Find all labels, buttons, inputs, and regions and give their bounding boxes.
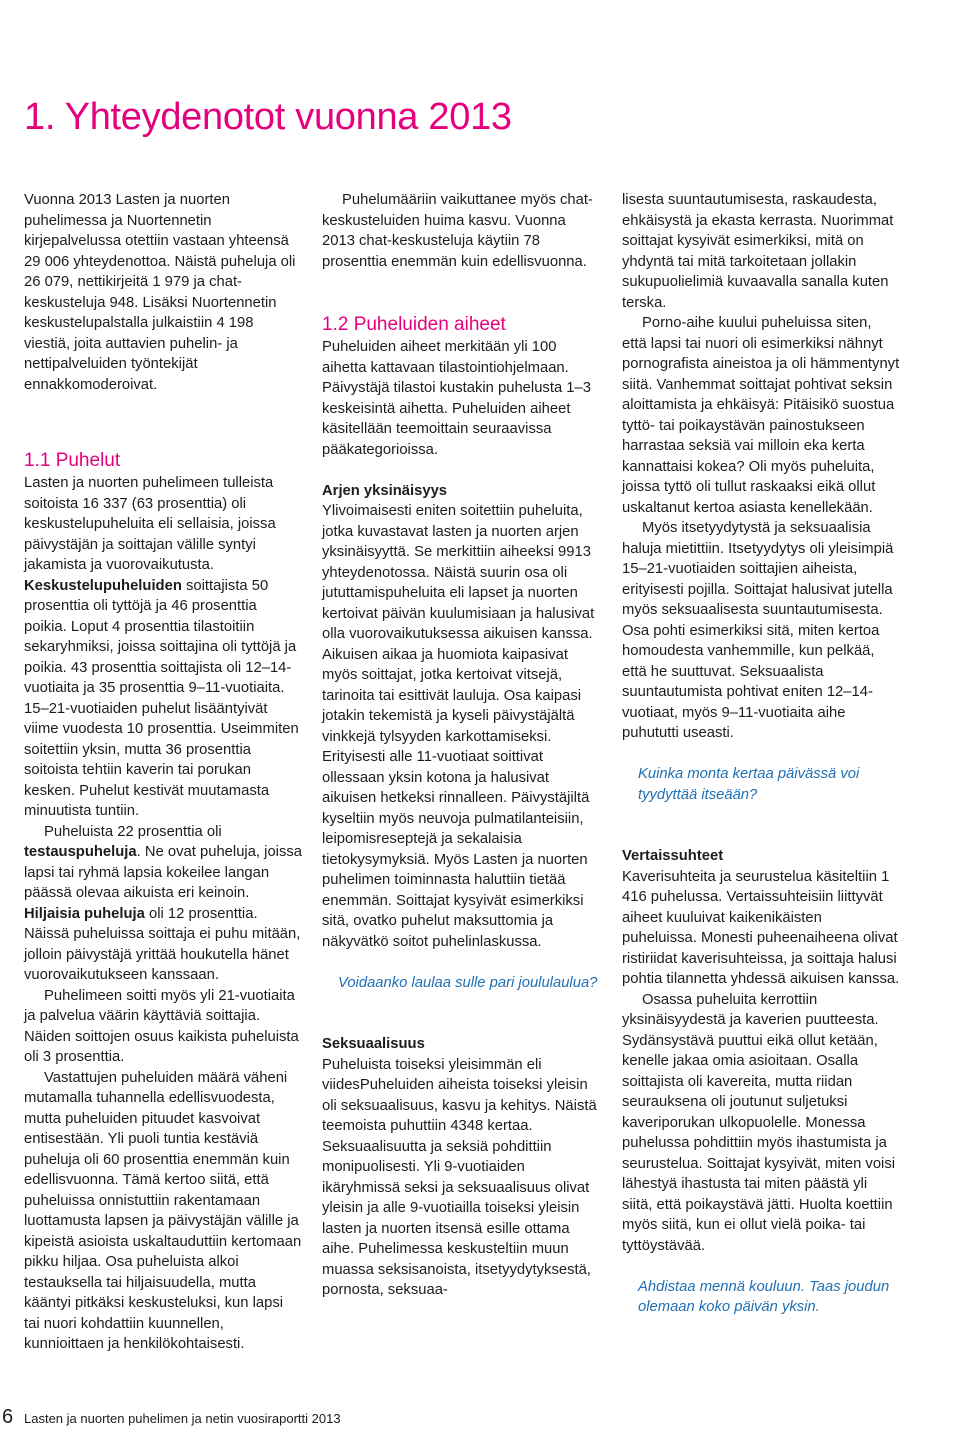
page-number: 6 [2, 1406, 14, 1428]
footer-publication-title: Lasten ja nuorten puhelimen ja netin vuosiraportti 2013 [24, 1411, 341, 1426]
paragraph: Puhelumääriin vaikuttanee myös chat-keskusteluiden huima kasvu. Vuonna 2013 chat-keskusteluja käytiin 78 prosenttia enemmän kuin edellisvuonna. [322, 192, 593, 270]
subheading-vertaissuhteet: Vertaissuhteet [622, 848, 724, 864]
paragraph: Ylivoimaisesti eniten soitettiin puheluita, jotka kuvastavat lasten ja nuorten arjen yksinäisyyttä. Se merkittiin aiheeksi 9913 yhteydenotossa. Näistä suurin osa oli jututtamispuheluita eli lapset ja nuorten kertoivat päivän kuulumisiaan ja halusivat olla vuorovaikutuksessa aikuisen kanssa. Aikuisen aikaa ja huomiota kaipasivat myös soittajat, jotka kertoivat vitsejä, tarinoita tai esittivät lauluja. Osa kaipasi jotakin tekemistä ja kyseli päivystäjältä vinkkejä tylsyyden karkottamiseksi. Erityisesti alle 11-vuotiaat soittivat ollessaan yksin kotona ja halusivat aikuisen hetkeksi rinnalleen. Päivystäjiltä kyseltiin myös neuvoja pulmatilanteisiin, leipomisreseptejä ja sekalaisia tietokysymyksiä. Myös Lasten ja nuorten puhelimen toiminnasta haluttiin tietää enemmän. Soittajat kysyivät esimerkiksi sitä, ovatko puhelut maksuttomia ja näkyvätkö soitot puhelinlaskussa. [322, 503, 595, 950]
column-2 [322, 190, 600, 1301]
paragraph: Puhelimeen soitti myös yli 21-vuotiaita ja palvelua väärin käyttäviä soittajia. Näiden soittojen osuus kaikista puheluista oli 3 prosenttia. [24, 987, 299, 1065]
section-heading-aiheet: 1.2 Puheluiden aiheet [322, 314, 506, 335]
subheading-arjen-yksinaisyys: Arjen yksinäisyys [322, 482, 448, 499]
column-3 [622, 190, 900, 1318]
paragraph: Osassa puheluita kerrottiin yksinäisyydestä ja kaverien puutteesta. Sydänsystävä puuttui eikä ollut ketään, kenelle jakaa omia asioitaan. Osalla soittajista oli kavereita, mutta riidan seurauksena oli joutunut suljetuksi kaveriporukan ulkopuolelle. Monessa puhelussa pohdittiin myös ihastumista ja seurustelua. Soittajat kysyivät, miten voisi lähestyä ihastusta tai miten päästä yli siitä, että poikaystävä jätti. Huolta koettiin myös siitä, kun ei ollut vielä poika- tai tyttöystävää. [622, 991, 896, 1254]
paragraph: Myös itsetyydytystä ja seksuaalisia haluja mietittiin. Itsetyydytys oli yleisimpiä 15–21-vuotiaiden soittajien aiheista, erityisesti pojilla. Soittajat halusivat jutella myös seksuaalisesta suuntautumisesta. Osa pohti esimerkiksi sitä, miten kertoa homoudesta vanhemmille, kun pelkää, että he suuttuvat. Seksuaalista suuntautumista pohtivat eniten 12–14-vuotiaat, myös 9–11-vuotiaita aihe puhututti useasti. [622, 520, 894, 741]
pull-quote: Voidaanko laulaa sulle pari joululaulua? [338, 974, 598, 991]
paragraph: Vastattujen puheluiden määrä väheni mutamalla tuhannella edellisvuodesta, mutta puheluiden pituudet kasvoivat entisestään. Yli puoli tuntia kestäviä puheluja oli 60 prosenttia enemmän kuin edellisvuonna. Tämä kertoo siitä, että puheluissa onnistuttiin rakentamaan luottamusta lapsen ja päivystäjän välille ja kipeistä asioista uskaltauduttiin kertomaan pikku hiljaa. Osa puheluista alkoi testauksella tai hiljaisuudella, mutta kääntyi pitkäksi keskusteluksi, kun lapsi tai nuori kohdattiin kuunnellen, kunnioittaen ja henkilökohtaisesti. [24, 1069, 302, 1352]
pull-quote: Kuinka monta kertaa päivässä voi tyydyttää itseään? [638, 766, 860, 803]
intro-paragraph: Vuonna 2013 Lasten ja nuorten puhelimessa ja Nuortennetin kirjepalvelussa otettiin vastaan yhteensä 29 006 yhteydenottoa. Näistä puheluja oli 26 079, nettikirjeitä 1 979 ja chat-keskusteluja 948. Lisäksi Nuortennetin keskustelupalstalla julkaistiin 4 198 viestiä, joita auttavien puhelin- ja nettipalveluiden työntekijät ennakkomoderoivat. [24, 192, 296, 393]
paragraph: Kaverisuhteita ja seurustelua käsiteltiin 1 416 puhelussa. Vertaissuhteisiin liittyvät aiheet kuuluivat kaikenikäisten puheluissa. Monesti puheenaiheena olivat ristiriidat kaverisuhteissa, ja soittaja halusi pohtia tilannetta yhdessä aikuisen kanssa. [622, 868, 900, 987]
section-heading-puhelut: 1.1 Puhelut [24, 450, 121, 471]
paragraph: Lasten ja nuorten puhelimeen tulleista soitoista 16 337 (63 prosenttia) oli keskustelupuheluita eli sellaisia, joissa päivystäjän ja soittajan välille syntyi jakamista ja vuorovaikutusta. Keskustelupuheluiden soittajista 50 prosenttia oli tyttöjä ja 46 prosenttia poikia. Loput 4 prosenttia tilastoitiin sekaryhmiksi, joissa soittajina oli tyttöjä ja poikia. 43 prosenttia soittajista oli 12–14-vuotiaita ja 35 prosenttia 9–11-vuotiaita. 15–21-vuotiaiden puhelut lisääntyivät viime vuodesta 10 prosenttia. Useimmiten soitettiin yksin, mutta 36 prosenttia soitoista tehtiin kaverin tai porukan kesken. Puhelut kestivät muutamasta minuutista tuntiin. [24, 475, 299, 819]
paragraph: Puheluista 22 prosenttia oli testauspuheluja. Ne ovat puheluja, joissa lapsi tai ryhmä lapsia kokeilee langan päässä olevaa aikuista eri keinoin. Hiljaisia puheluja oli 12 prosenttia. Näissä puheluissa soittaja ei puhu mitään, jolloin päivystäjä yrittää houkutella hänet vuorovaikutukseen kanssaan. [24, 823, 302, 983]
paragraph: lisesta suuntautumisesta, raskaudesta, ehkäisystä ja ekasta kerrasta. Nuorimmat soittajat kysyivät esimerkiksi, mitä on yhdyntä tai mitä tarkoitetaan jollakin sukupuolielimiä kuvaavalla sanalla kuten terska. [622, 192, 894, 311]
column-1 [24, 190, 302, 1355]
page-title: 1. Yhteydenotot vuonna 2013 [24, 96, 512, 138]
paragraph: Puheluiden aiheet merkitään yli 100 aihetta kattavaan tilastointiohjelmaan. Päivystäjä tilastoi kustakin puhelusta 1–3 keskeisintä aihetta. Puheluiden aiheet käsitellään teemoittain seuraavissa pääkategorioissa. [322, 339, 591, 458]
paragraph: Puheluista toiseksi yleisimmän eli viidesPuheluiden aiheista toiseksi yleisin oli seksuaalisuus, kasvu ja kehitys. Näistä teemoista puhuttiin 4348 kertaa. Seksuaalisuutta ja seksiä pohdittiin monipuolisesti. Yli 9-vuotiaiden ikäryhmissä seksi ja seksuaalisuus olivat yleisin ja alle 9-vuotiailla toiseksi yleisin lasten ja nuorten itsensä esille ottama aihe. Puhelimessa keskusteltiin muun muassa seksisanoista, itsetyydytyksestä, pornosta, seksuaa- [322, 1056, 597, 1298]
pull-quote: Ahdistaa mennä kouluun. Taas joudun olemaan koko päivän yksin. [638, 1278, 890, 1315]
subheading-seksuaalisuus: Seksuaalisuus [322, 1036, 425, 1052]
paragraph: Porno-aihe kuului puheluissa siten, että lapsi tai nuori oli esimerkiksi nähnyt pornografista aineistoa ja oli hämmentynyt siitä. Vanhemmat soittajat pohtivat seksin aloittamista ja ehkäisyä: Pitäisikö suostua tyttö- tai poikaystävän painostukseen harrastaa seksiä vai milloin eka kerta kannattaisi kokea? Oli myös puheluita, joissa tyttö oli tullut raskaaksi eikä ollut uskaltanut kertoa asiasta kenellekään. [622, 315, 900, 516]
